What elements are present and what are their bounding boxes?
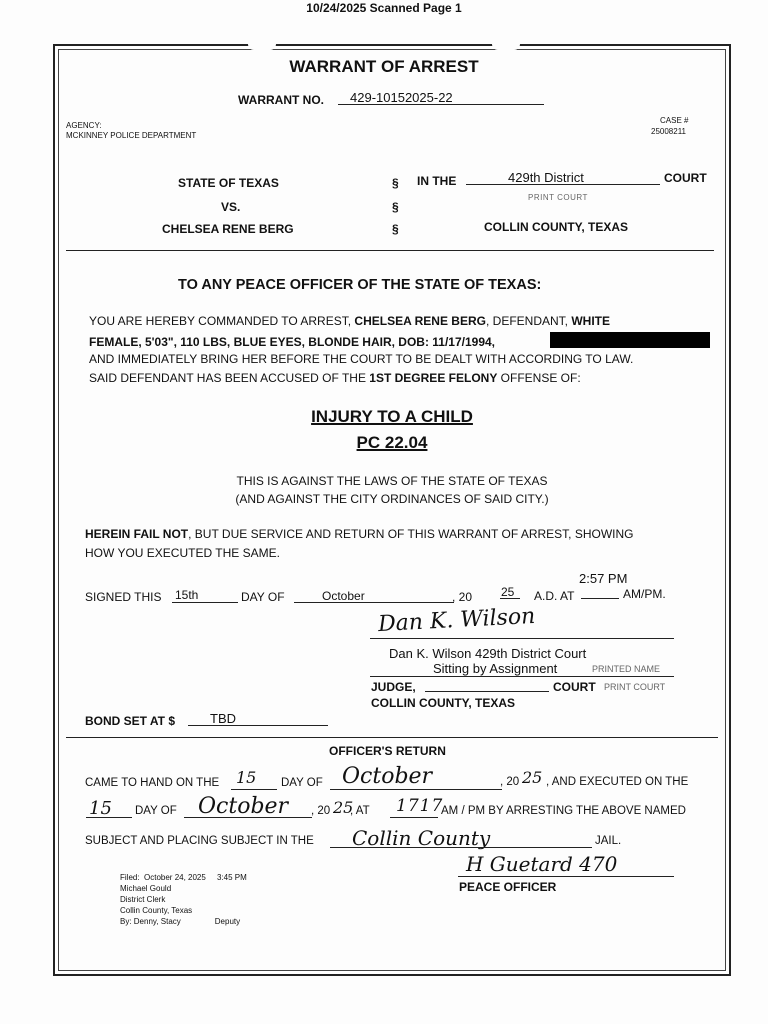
jail-label: JAIL. bbox=[595, 835, 622, 847]
judge-court-label: COURT bbox=[553, 680, 596, 694]
command-line-1: YOU ARE HEREBY COMMANDED TO ARREST, CHELSEA RENE BERG, DEFENDANT, WHITE bbox=[89, 314, 611, 328]
address-line: TO ANY PEACE OFFICER OF THE STATE OF TEXAS: bbox=[178, 277, 542, 293]
return-month-1: October bbox=[342, 764, 433, 789]
laws-line-1: THIS IS AGAINST THE LAWS OF THE STATE OF TEXAS bbox=[236, 474, 548, 488]
judge-print-court-label: PRINT COURT bbox=[604, 682, 666, 692]
jail-name: Collin County bbox=[352, 826, 491, 850]
agency: MCKINNEY POLICE DEPARTMENT bbox=[66, 131, 197, 140]
caption-state: STATE OF TEXAS bbox=[178, 176, 279, 190]
year-prefix: , 20 bbox=[452, 590, 473, 604]
command-line-4: SAID DEFENDANT HAS BEEN ACCUSED OF THE 1ST DEGREE FELONY OFFENSE OF: bbox=[89, 371, 581, 385]
executed-label: , AND EXECUTED ON THE bbox=[546, 776, 689, 788]
officer-signature: H Guetard 470 bbox=[466, 852, 618, 876]
signed-month: October bbox=[322, 589, 365, 603]
signed-year: 25 bbox=[501, 585, 515, 599]
return-time: 1717 bbox=[396, 796, 444, 816]
caption-county: COLLIN COUNTY, TEXAS bbox=[484, 220, 629, 234]
return-at-label: , AT bbox=[350, 805, 370, 817]
return-month-2: October bbox=[198, 794, 289, 819]
fail-not-line-1: HEREIN FAIL NOT, BUT DUE SERVICE AND RETURN OF THIS WARRANT OF ARREST, SHOWING bbox=[85, 527, 634, 541]
case-label: CASE # bbox=[660, 116, 689, 125]
printed-name-label: PRINTED NAME bbox=[592, 664, 661, 674]
return-title: OFFICER'S RETURN bbox=[329, 744, 446, 758]
bond-label: BOND SET AT $ bbox=[85, 714, 176, 728]
caption-vs: VS. bbox=[221, 200, 241, 214]
return-year-1: 25 bbox=[522, 768, 543, 787]
in-the-label: IN THE bbox=[417, 174, 457, 188]
return-year-prefix: , 20 bbox=[500, 776, 520, 788]
section-mark: § bbox=[392, 176, 399, 190]
caption-defendant: CHELSEA RENE BERG bbox=[162, 222, 294, 236]
warrant-no: 429-10152025-22 bbox=[350, 90, 453, 105]
warrant-no-label: WARRANT NO. bbox=[238, 93, 324, 107]
section-mark: § bbox=[392, 200, 399, 214]
section-mark: § bbox=[392, 222, 399, 236]
redaction-block bbox=[550, 332, 710, 348]
ad-at-label: A.D. AT bbox=[534, 589, 575, 603]
court-name: 429th District bbox=[508, 170, 584, 185]
return-day-2: 15 bbox=[89, 798, 112, 819]
command-line-2: FEMALE, 5'03", 110 LBS, BLUE EYES, BLONDE HAIR, DOB: 11/17/1994, bbox=[89, 335, 496, 349]
return-day-of-label: DAY OF bbox=[281, 777, 323, 789]
signed-time: 2:57 PM bbox=[579, 571, 628, 586]
return-year-2: 25 bbox=[333, 798, 354, 817]
offense-title: INJURY TO A CHILD bbox=[311, 407, 473, 426]
came-to-hand-label: CAME TO HAND ON THE bbox=[85, 777, 220, 789]
judge-signature: Dan K. Wilson bbox=[377, 603, 536, 638]
signed-day: 15th bbox=[175, 588, 199, 602]
peace-officer-label: PEACE OFFICER bbox=[459, 880, 557, 894]
command-line-3: AND IMMEDIATELY BRING HER BEFORE THE COURT TO BE DEALT WITH ACCORDING TO LAW. bbox=[89, 352, 634, 366]
judge-county: COLLIN COUNTY, TEXAS bbox=[371, 696, 516, 710]
fail-not-line-2: HOW YOU EXECUTED THE SAME. bbox=[85, 546, 280, 560]
signed-label: SIGNED THIS bbox=[85, 590, 162, 604]
return-day-1: 15 bbox=[236, 768, 257, 787]
ampm-label: AM/PM. bbox=[623, 587, 666, 601]
filed-stamp: Filed: October 24, 2025 3:45 PM Michael Gould District Clerk Collin County, Texas By: Denny, Stacy Deputy bbox=[120, 873, 247, 926]
return-day-of-label-2: DAY OF bbox=[135, 805, 177, 817]
scan-header: 10/24/2025 Scanned Page 1 bbox=[306, 1, 462, 15]
penal-code: PC 22.04 bbox=[356, 433, 428, 452]
return-year-prefix-2: , 20 bbox=[311, 805, 331, 817]
print-court-label: PRINT COURT bbox=[528, 193, 588, 202]
court-label: COURT bbox=[664, 171, 707, 185]
staple-mark bbox=[248, 30, 276, 50]
bond-amount: TBD bbox=[210, 711, 236, 726]
arrest-label: AM / PM BY ARRESTING THE ABOVE NAMED bbox=[441, 805, 686, 817]
judge-label: JUDGE, bbox=[371, 680, 416, 694]
agency-label: AGENCY: bbox=[66, 121, 102, 130]
case-number: 25008211 bbox=[651, 127, 686, 136]
judge-assignment: Sitting by Assignment bbox=[433, 661, 558, 676]
page-title: WARRANT OF ARREST bbox=[289, 57, 479, 76]
day-of-label: DAY OF bbox=[241, 590, 285, 604]
staple-mark bbox=[492, 30, 520, 50]
laws-line-2: (AND AGAINST THE CITY ORDINANCES OF SAID CITY.) bbox=[235, 492, 549, 506]
judge-name: Dan K. Wilson 429th District Court bbox=[389, 646, 587, 661]
placing-label: SUBJECT AND PLACING SUBJECT IN THE bbox=[85, 835, 314, 847]
